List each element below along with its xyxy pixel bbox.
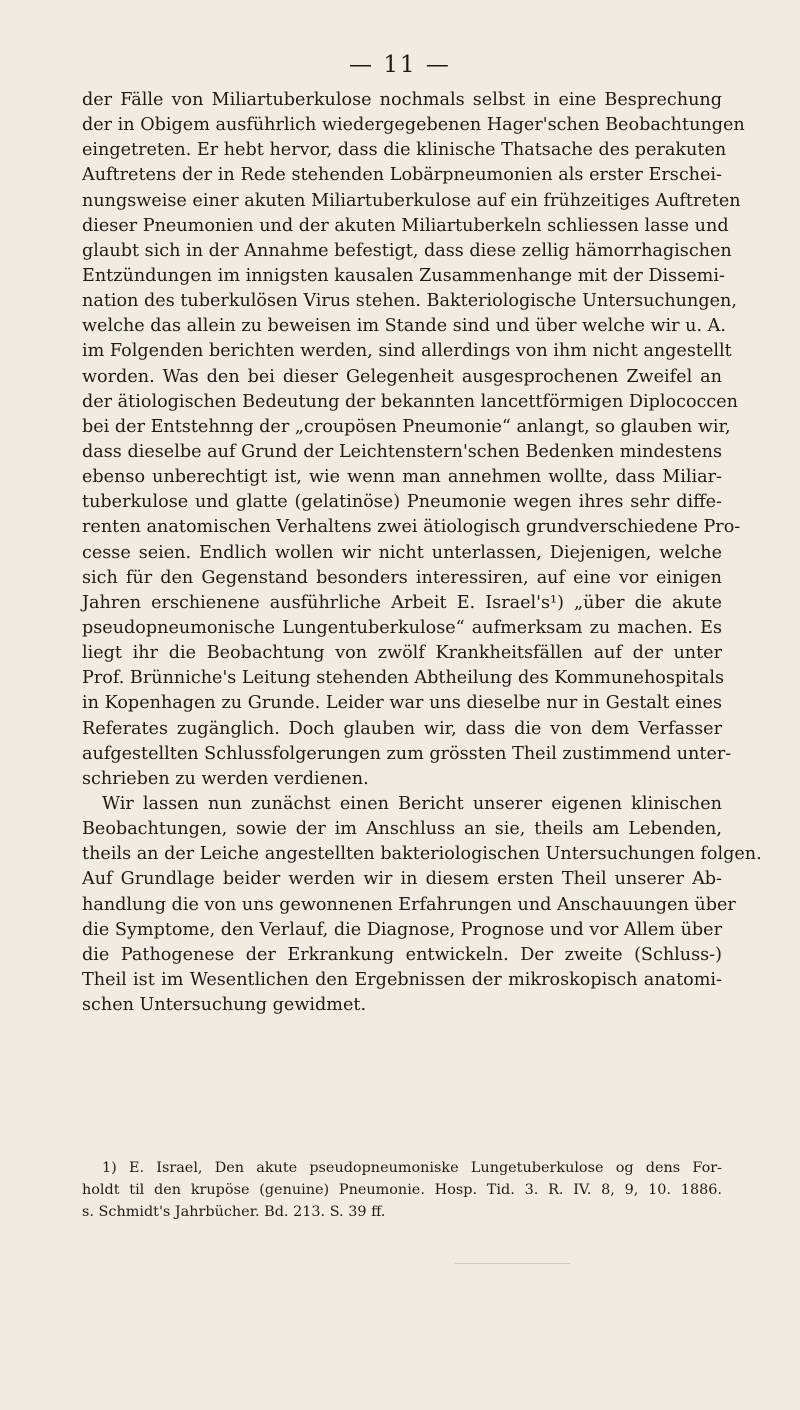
text-line: schen Untersuchung gewidmet.: [82, 995, 367, 1016]
text-line: Entzündungen im innigsten kausalen Zusammenhange mit der Dissemi-: [82, 265, 725, 286]
text-line: die Symptome, den Verlauf, die Diagnose, Prognose und vor Allem über: [82, 919, 722, 940]
text-line: schrieben zu werden verdienen.: [82, 768, 369, 789]
text-line: bei der Entstehnng der „croupösen Pneumonie“ anlangt, so glauben wir,: [82, 416, 731, 437]
text-line: in Kopenhagen zu Grunde. Leider war uns dieselbe nur in Gestalt eines: [82, 693, 722, 714]
text-line: der in Obigem ausführlich wiedergegebenen Hager'schen Beobachtungen: [82, 115, 745, 136]
text-line: nation des tuberkulösen Virus stehen. Bakteriologische Untersuchungen,: [82, 291, 737, 312]
text-line: Auftretens der in Rede stehenden Lobärpneumonien als erster Erschei-: [82, 165, 722, 186]
text-line: liegt ihr die Beobachtung von zwölf Krankheitsfällen auf der unter: [82, 643, 722, 664]
text-line: cesse seien. Endlich wollen wir nicht unterlassen, Diejenigen, welche: [82, 542, 722, 563]
text-line: welche das allein zu beweisen im Stande sind und über welche wir u. A.: [82, 316, 726, 337]
text-line: theils an der Leiche angestellten bakteriologischen Untersuchungen folgen.: [82, 844, 762, 865]
text-line: Auf Grundlage beider werden wir in diesem ersten Theil unserer Ab-: [82, 869, 722, 890]
text-line: Prof. Brünniche's Leitung stehenden Abtheilung des Kommunehospitals: [82, 668, 725, 689]
text-line: Theil ist im Wesentlichen den Ergebnissen der mikroskopisch anatomi-: [82, 969, 722, 990]
footnote-line: s. Schmidt's Jahrbücher. Bd. 213. S. 39 ff.: [82, 1204, 386, 1220]
text-line: Wir lassen nun zunächst einen Bericht unserer eigenen klinischen: [102, 793, 722, 814]
text-line: Referates zugänglich. Doch glauben wir, dass die von dem Verfasser: [82, 718, 722, 739]
text-line: sich für den Gegenstand besonders interessiren, auf eine vor einigen: [82, 567, 722, 588]
text-line: glaubt sich in der Annahme befestigt, dass diese zellig hämorrhagischen: [82, 240, 732, 261]
text-line: handlung die von uns gewonnenen Erfahrungen und Anschauungen über: [82, 894, 736, 915]
text-line: der ätiologischen Bedeutung der bekannten lancettförmigen Diplococcen: [82, 391, 739, 412]
text-line: renten anatomischen Verhaltens zwei ätiologisch grundverschiedene Pro-: [82, 517, 741, 538]
footnote: [82, 1157, 722, 1223]
footnote-line: 1) E. Israel, Den akute pseudopneumoniske Lungetuberkulose og dens For-: [102, 1160, 722, 1176]
text-line: dass dieselbe auf Grund der Leichtenstern'schen Bedenken mindestens: [82, 441, 722, 462]
body-text: [82, 88, 762, 1018]
bottom-rule: [455, 1263, 570, 1264]
text-line: pseudopneumonische Lungentuberkulose“ aufmerksam zu machen. Es: [82, 617, 722, 638]
text-line: eingetreten. Er hebt hervor, dass die klinische Thatsache des perakuten: [82, 140, 727, 161]
text-line: im Folgenden berichten werden, sind allerdings von ihm nicht angestellt: [82, 341, 732, 362]
page-number: — 11 —: [349, 52, 451, 78]
text-line: worden. Was den bei dieser Gelegenheit ausgesprochenen Zweifel an: [82, 366, 722, 387]
text-line: aufgestellten Schlussfolgerungen zum grössten Theil zustimmend unter-: [82, 743, 732, 764]
text-line: der Fälle von Miliartuberkulose nochmals selbst in eine Besprechung: [82, 90, 722, 110]
text-line: Jahren erschienene ausführliche Arbeit E. Israel's¹) „über die akute: [82, 592, 722, 613]
footnote-line: holdt til den krupöse (genuine) Pneumonie. Hosp. Tid. 3. R. IV. 8, 9, 10. 1886.: [82, 1182, 722, 1198]
text-line: tuberkulose und glatte (gelatinöse) Pneumonie wegen ihres sehr diffe-: [82, 492, 722, 513]
text-line: dieser Pneumonien und der akuten Miliartuberkeln schliessen lasse und: [82, 215, 729, 236]
text-line: Beobachtungen, sowie der im Anschluss an sie, theils am Lebenden,: [82, 819, 722, 840]
text-line: nungsweise einer akuten Miliartuberkulose auf ein frühzeitiges Auftreten: [82, 190, 741, 211]
text-line: ebenso unberechtigt ist, wie wenn man annehmen wollte, dass Miliar-: [82, 467, 722, 488]
text-line: die Pathogenese der Erkrankung entwickeln. Der zweite (Schluss-): [82, 944, 722, 965]
